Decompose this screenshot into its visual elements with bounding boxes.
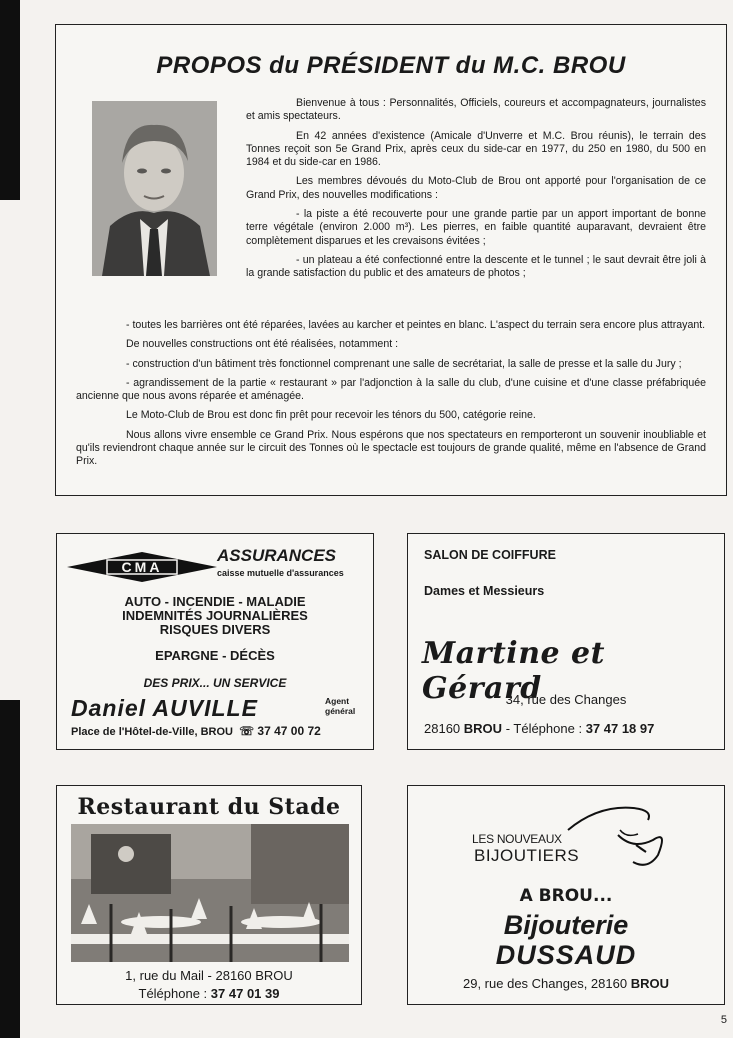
bijoutiers-brand-line-1: LES NOUVEAUX xyxy=(472,832,562,846)
article-paragraph: De nouvelles constructions ont été réalisées, notamment : xyxy=(126,338,399,351)
article-paragraph: - la piste a été recouverte pour une grande partie par un apport important de bonne terre végétale (environ 2.000 m³). Les pierres, en faible quantité auparavant, devraient être complètement disparues et les crevaisons évitées ; xyxy=(246,208,706,247)
article-paragraph: - construction d'un bâtiment très fonctionnel comprenant une salle de secrétariat, la salle de presse et la salle du Jury ; xyxy=(126,357,682,370)
bijouterie-address: 29, rue des Changes, 28160 BROU xyxy=(463,976,669,991)
ad-restaurant-du-stade xyxy=(56,785,362,1005)
coiffure-phone: 37 47 18 97 xyxy=(585,721,655,736)
restaurant-address: 1, rue du Mail - 28160 BROU xyxy=(125,968,293,983)
left-margin-bar-top xyxy=(0,0,20,200)
restaurant-title: Restaurant du Stade xyxy=(77,794,341,820)
article-paragraph: Bienvenue à tous : Personnalités, Officiels, coureurs et accompagnateurs, journalistes et amis spectateurs. xyxy=(246,97,706,123)
page-number: 5 xyxy=(720,1014,727,1026)
bijoutiers-brand-line-2: BIJOUTIERS xyxy=(474,846,580,865)
svg-text:CMA: CMA xyxy=(121,559,163,575)
president-article xyxy=(55,24,727,496)
cma-slogan: DES PRIX... UN SERVICE xyxy=(143,676,287,690)
article-paragraph: - toutes les barrières ont été réparées, lavées au karcher et peintes en blanc. L'aspect du terrain sera encore plus attrayant. xyxy=(126,319,706,331)
bijouterie-town-heading: A BROU... xyxy=(519,886,613,906)
cma-caisse-label: caisse mutuelle d'assurances xyxy=(217,568,344,578)
coiffure-subtitle: Dames et Messieurs xyxy=(424,584,545,598)
cma-assurances-label: ASSURANCES xyxy=(217,546,337,565)
cma-line-2: INDEMNITÉS JOURNALIÈRES xyxy=(122,608,308,623)
coiffure-phone-line: 28160 BROU - Téléphone : 37 47 18 97 xyxy=(424,721,655,736)
ad-salon-coiffure xyxy=(407,533,725,750)
cma-logo xyxy=(67,552,217,582)
article-paragraph: En 42 années d'existence (Amicale d'Unverre et M.C. Brou réunis), le terrain des Tonnes reçoit son 5e Grand Prix, après ceux du side-car en 1977, du 250 en 1980, du 500 en 1984 et du side-car en 1986. xyxy=(246,129,706,169)
restaurant-photo xyxy=(71,824,349,962)
article-paragraph: Nous allons vivre ensemble ce Grand Prix. Nous espérons que nos spectateurs en remporteront un souvenir inoubliable et qu'ils reviendront chaque année sur le circuit des Tonnes où le spectacle est toujours de grande qualité, même en l'absence de Grand Prix. xyxy=(76,428,706,468)
coiffure-names: Martine et Gérard xyxy=(422,636,605,706)
restaurant-phone-line: Téléphone : 37 47 01 39 xyxy=(138,986,280,1001)
article-title: PROPOS du PRÉSIDENT du M.C. BROU xyxy=(156,52,626,79)
article-paragraph: Le Moto-Club de Brou est donc fin prêt pour recevoir les ténors du 500, catégorie reine. xyxy=(126,409,536,422)
article-paragraph: Les membres dévoués du Moto-Club de Brou ont apporté pour l'organisation de ce Grand Prix, des nouvelles modifications : xyxy=(246,175,706,201)
article-paragraph: - agrandissement de la partie « restaurant » par l'adjonction à la salle du club, d'une cuisine et d'une classe préfabriquée ancienne que nous avons réparée et aménagée. xyxy=(76,376,706,403)
coiffure-address: 34, rue des Changes xyxy=(505,692,627,707)
ad-bijouterie-dussaud xyxy=(407,785,725,1005)
cma-address: Place de l'Hôtel-de-Ville, BROU ☏ 37 47 00 72 xyxy=(71,724,321,738)
left-margin-bar-bottom xyxy=(0,700,20,1038)
article-paragraph: - un plateau a été confectionné entre la descente et le tunnel ; le saut devrait être joli à la grande satisfaction du public et des amateurs de photos ; xyxy=(246,253,706,280)
cma-line-3: RISQUES DIVERS xyxy=(159,622,271,637)
cma-agent-name: Daniel AUVILLE xyxy=(71,695,258,721)
ad-cma-assurances xyxy=(56,533,374,750)
cma-line-1: AUTO - INCENDIE - MALADIE xyxy=(124,594,306,609)
article-body xyxy=(76,97,706,475)
coiffure-title: SALON DE COIFFURE xyxy=(424,548,556,562)
cma-phone: ☏ 37 47 00 72 xyxy=(239,724,321,738)
cma-line-4: EPARGNE - DÉCÈS xyxy=(155,648,275,663)
restaurant-phone: 37 47 01 39 xyxy=(210,986,280,1001)
cma-agent-label: Agent général xyxy=(325,696,356,716)
bijouterie-name-1: Bijouterie xyxy=(503,910,629,940)
bijouterie-name-2: DUSSAUD xyxy=(495,940,637,970)
